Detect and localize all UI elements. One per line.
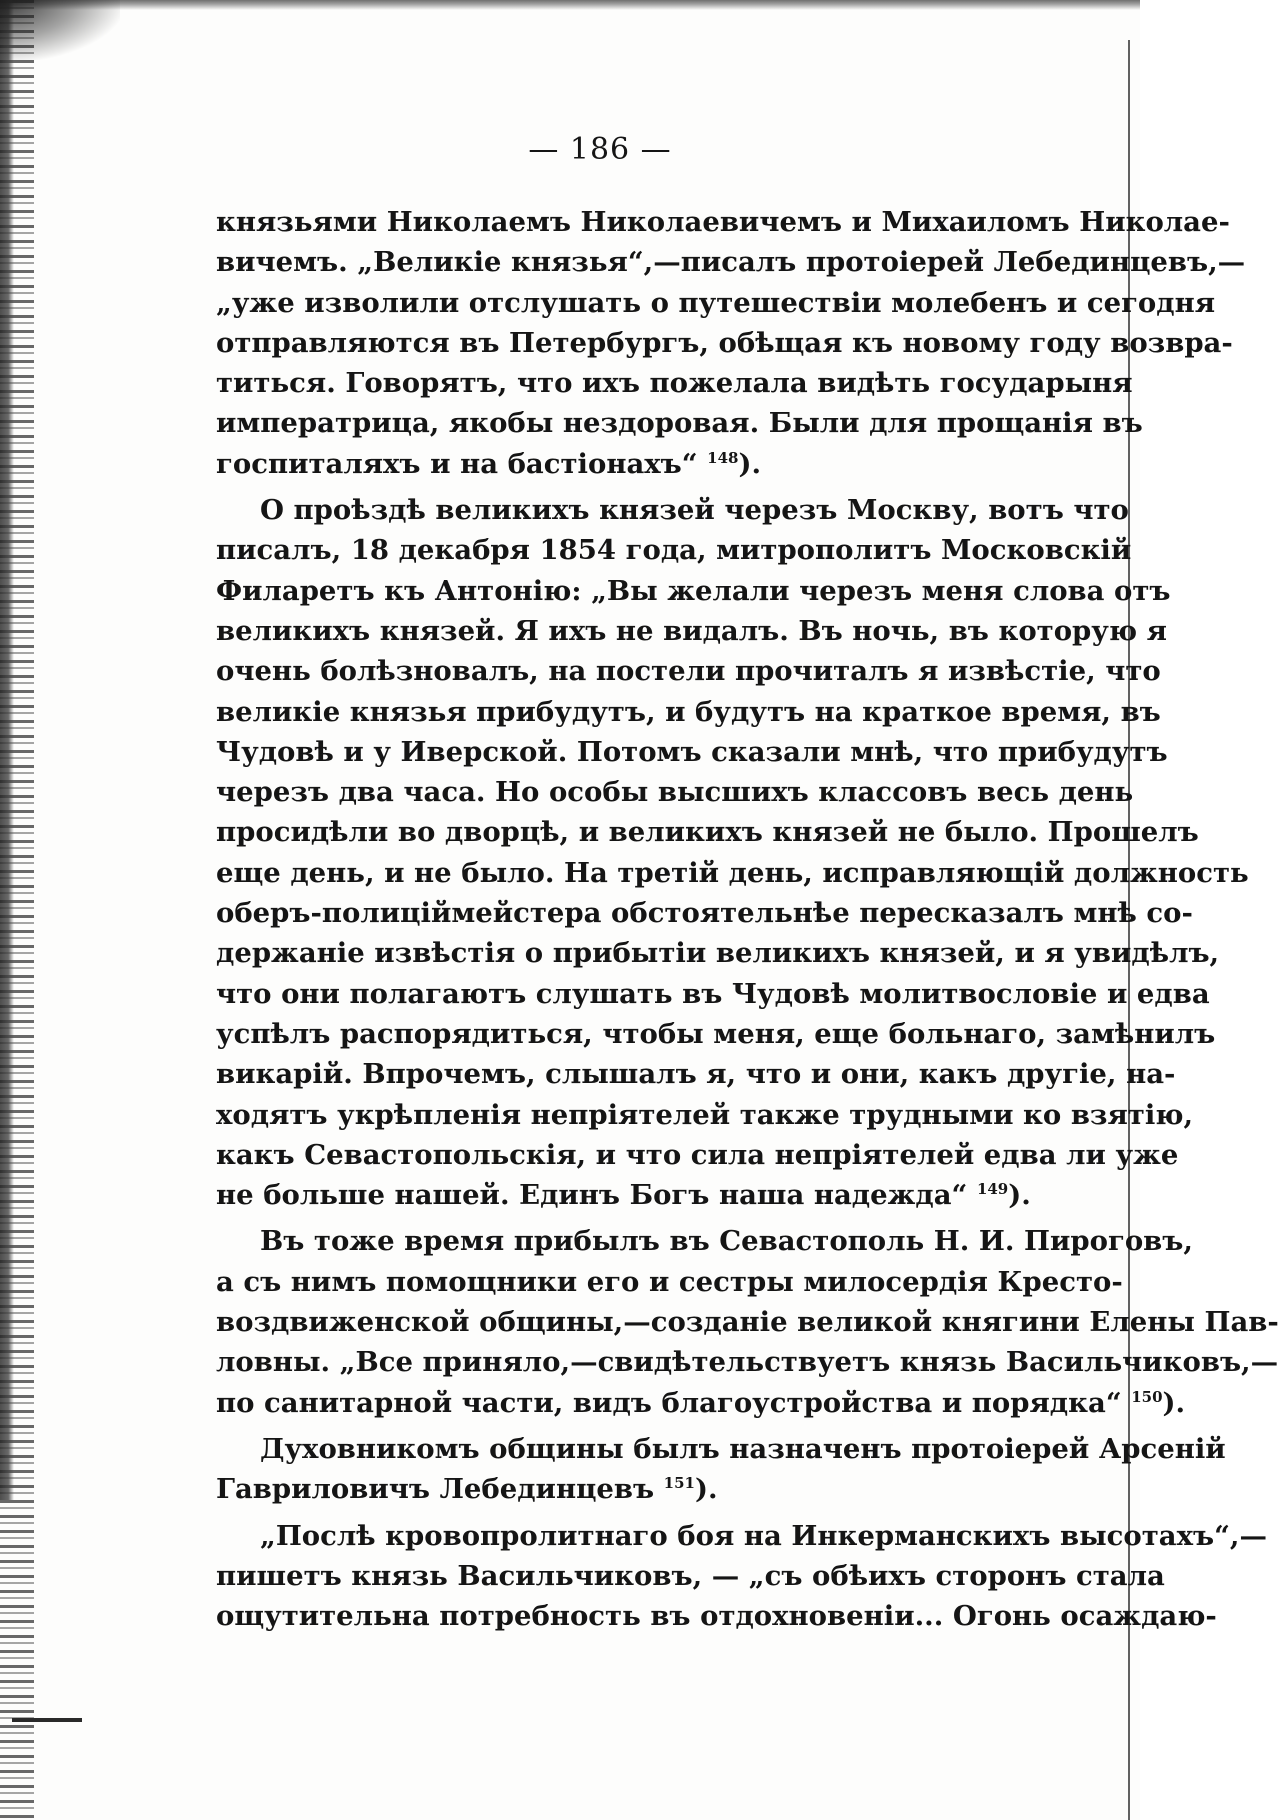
- text-line: [216, 651, 1161, 691]
- line-text: Въ тоже время прибылъ въ Севастополь Н. И. Пироговъ,: [260, 1225, 1193, 1258]
- text-line: [216, 611, 1167, 651]
- line-text: держаніе извѣстія о прибытіи великихъ князей, и я увидѣлъ,: [216, 937, 1220, 970]
- line-text: ловны. „Все приняло,—свидѣтельствуетъ князь Васильчиковъ,—: [216, 1346, 1279, 1379]
- body-text: [216, 202, 1279, 1642]
- line-text: Чудовѣ и у Иверской. Потомъ сказали мнѣ, что прибудутъ: [216, 735, 1168, 768]
- text-line: [216, 1516, 1267, 1556]
- line-text: госпиталяхъ и на бастіонахъ“: [216, 447, 698, 480]
- text-line: [216, 1014, 1216, 1054]
- line-text: просидѣли во дворцѣ, и великихъ князей не было. Прошелъ: [216, 816, 1199, 849]
- line-text: Гавриловичъ Лебединцевъ: [216, 1473, 655, 1506]
- scan-corner-smudge: [0, 0, 120, 60]
- text-line: [216, 692, 1161, 732]
- footnote-reference[interactable]: 149: [976, 1179, 1009, 1198]
- text-line: [216, 1221, 1193, 1261]
- line-text: великихъ князей. Я ихъ не видалъ. Въ ночь, въ которую я: [216, 614, 1167, 647]
- line-text: ощутительна потребность въ отдохновеніи... Огонь осаждаю-: [216, 1600, 1217, 1633]
- line-text: а съ нимъ помощники его и сестры милосердія Кресто-: [216, 1265, 1123, 1298]
- text-line: [216, 490, 1129, 530]
- text-line: [216, 403, 1143, 443]
- text-line: [216, 1175, 1062, 1215]
- text-line: [216, 1556, 1165, 1596]
- footnote-tail: ).: [738, 447, 762, 480]
- paragraph: [216, 202, 1246, 484]
- line-text: воздвиженской общины,—созданіе великой княгини Елены Пав-: [216, 1306, 1279, 1339]
- text-line: [216, 1302, 1279, 1342]
- text-line: [216, 1429, 1226, 1469]
- text-line: [216, 444, 1062, 484]
- text-line: [216, 974, 1210, 1014]
- footnote-reference[interactable]: 151: [663, 1474, 695, 1493]
- line-text: титься. Говорятъ, что ихъ пожелала видѣть государыня: [216, 367, 1133, 400]
- line-text: императрица, якобы нездоровая. Были для прощанія въ: [216, 407, 1143, 440]
- text-line: [216, 893, 1193, 933]
- line-text: не больше нашей. Единъ Богъ наша надежда“: [216, 1179, 968, 1212]
- text-line: [216, 283, 1216, 323]
- text-line: [216, 202, 1230, 242]
- line-text: „Послѣ кровопролитнаго боя на Инкерманскихъ высотахъ“,—: [260, 1519, 1267, 1552]
- line-text: пишетъ князь Васильчиковъ, — „съ обѣихъ сторонъ стала: [216, 1559, 1165, 1592]
- text-line: [216, 1383, 1186, 1423]
- text-line: [216, 571, 1171, 611]
- footnote-tail: ).: [1162, 1386, 1186, 1419]
- line-text: Духовникомъ общины былъ назначенъ протоіерей Арсеній: [260, 1432, 1226, 1465]
- text-line: [216, 1342, 1279, 1382]
- line-text: отправляются въ Петербургъ, обѣщая къ новому году возвра-: [216, 326, 1233, 359]
- line-text: успѣлъ распорядиться, чтобы меня, еще больнаго, замѣнилъ: [216, 1017, 1216, 1050]
- line-text: что они полагаютъ слушать въ Чудовѣ молитвословіе и едва: [216, 977, 1210, 1010]
- text-line: [216, 772, 1134, 812]
- line-text: оберъ-полиціймейстера обстоятельнѣе пересказалъ мнѣ со-: [216, 897, 1193, 930]
- text-line: [216, 530, 1132, 570]
- line-text: О проѣздѣ великихъ князей черезъ Москву, вотъ что: [260, 494, 1129, 527]
- text-line: [216, 812, 1199, 852]
- paragraph-gap: [216, 1636, 1062, 1642]
- line-text: Филаретъ къ Антонію: „Вы желали черезъ меня слова отъ: [216, 574, 1171, 607]
- footnote-reference[interactable]: 148: [707, 448, 739, 467]
- line-text: ходятъ укрѣпленія непріятелей также трудными ко взятію,: [216, 1098, 1194, 1131]
- line-text: великіе князья прибудутъ, и будутъ на краткое время, въ: [216, 695, 1161, 728]
- text-line: [216, 1469, 1062, 1509]
- scan-bottom-mark: [12, 1718, 82, 1722]
- footnote-tail: ).: [694, 1473, 718, 1506]
- text-line: [216, 1596, 1217, 1636]
- line-text: викарій. Впрочемъ, слышалъ я, что и они, какъ другіе, на-: [216, 1058, 1176, 1091]
- text-line: [216, 1135, 1179, 1175]
- line-text: еще день, и не было. На третій день, исправляющій должность: [216, 856, 1249, 889]
- line-text: князьями Николаемъ Николаевичемъ и Михаиломъ Николае-: [216, 206, 1230, 238]
- text-line: [216, 1262, 1123, 1302]
- line-text: вичемъ. „Великіе князья“,—писалъ протоіерей Лебединцевъ,—: [216, 246, 1246, 279]
- text-line: [216, 242, 1246, 282]
- text-line: [216, 933, 1220, 973]
- paragraph: [216, 490, 1249, 1215]
- line-text: какъ Севастопольскія, и что сила непріятелей едва ли уже: [216, 1138, 1179, 1171]
- paragraph: [216, 1221, 1279, 1422]
- text-line: [216, 732, 1168, 772]
- page-number: — 186 —: [528, 132, 672, 167]
- line-text: очень болѣзновалъ, на постели прочиталъ я извѣстіе, что: [216, 655, 1161, 688]
- scan-top-shadow: [0, 0, 1140, 10]
- text-line: [216, 1054, 1176, 1094]
- line-text: писалъ, 18 декабря 1854 года, митрополитъ Московскій: [216, 534, 1132, 567]
- text-line: [216, 363, 1133, 403]
- scan-binding-shadow: [0, 0, 14, 1500]
- line-text: черезъ два часа. Но особы высшихъ классовъ весь день: [216, 776, 1134, 809]
- line-text: „уже изволили отслушать о путешествіи молебенъ и сегодня: [216, 286, 1216, 319]
- line-text: по санитарной части, видъ благоустройства и порядка“: [216, 1386, 1122, 1419]
- text-line: [216, 323, 1233, 363]
- footnote-tail: ).: [1008, 1179, 1031, 1212]
- footnote-reference[interactable]: 150: [1131, 1387, 1163, 1406]
- paragraph: [216, 1516, 1267, 1637]
- text-line: [216, 1095, 1194, 1135]
- paragraph: [216, 1429, 1226, 1510]
- text-line: [216, 853, 1249, 893]
